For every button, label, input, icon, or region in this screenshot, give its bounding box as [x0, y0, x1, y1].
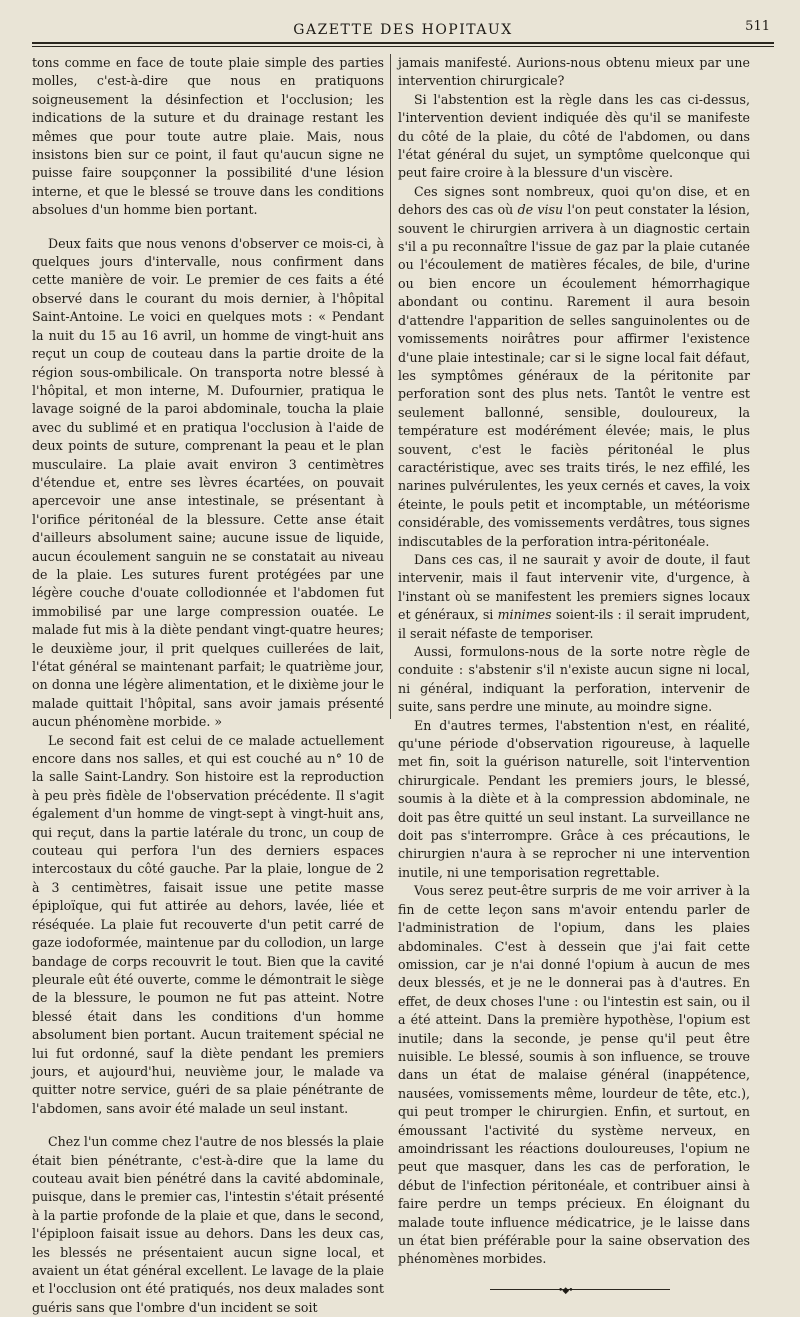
header-rule-thin [32, 46, 774, 47]
paragraph: Aussi, formulons-nous de la sorte notre règle de conduite : s'abstenir s'il n'existe aucun signe ni local, ni général, indiquant la perforation, intervenir de suite, sans perdre une minute, au moindre signe. [398, 644, 750, 715]
end-of-article-rule [398, 1275, 750, 1303]
page-number: 511 [745, 19, 770, 34]
paragraph: Vous serez peut-être surpris de me voir arriver à la fin de cette leçon sans m'avoir entendu parler de l'administration de l'opium, dans les plaies abdominales. C'est à dessein que j'ai fait cette omission, car je n'ai donné l'opium à aucun de mes deux blessés, et je ne le donnerai pas à d'autres. En effet, de deux choses l'une : ou l'intestin est sain, ou il a été atteint. Dans la première hypothèse, l'opium est inutile; dans la seconde, je pense qu'il peut être nuisible. Le blessé, soumis à son influence, se trouve dans un état de malaise général (inappétence, nausées, vomissements même, lourdeur de tête, etc.), qui peut tromper le chirurgien. Enfin, et surtout, en émoussant l'activité du système nerveux, en amoindrissant les réactions douloureuses, l'opium ne peut que masquer, dans les cas de perforation, le début de l'infection péritonéale, et contribuer ainsi à faire perdre un temps précieux. En éloignant du malade toute influence médicatrice, je le laisse dans un état bien préférable pour la saine observation des phénomènes morbides. [398, 883, 750, 1267]
end-rule-line [490, 1289, 670, 1290]
paragraph: jamais manifesté. Aurions-nous obtenu mieux par une intervention chirurgicale? [398, 55, 750, 89]
article-columns [32, 54, 774, 1315]
paragraph: Deux faits que nous venons d'observer ce mois-ci, à quelques jours d'intervalle, nous confirment dans cette manière de voir. Le premier de ces faits a été observé dans le courant du mois dernier, à l'hôpital Saint-Antoine. Le voici en quelques mots : « Pendant la nuit du 15 au 16 avril, un homme de vingt-huit ans reçut un coup de couteau dans la partie droite de la région sous-ombilicale. On transporta notre blessé à l'hôpital, et mon interne, M. Dufournier, pratiqua le lavage soigné de la paroi abdominale, toucha la plaie avec du sublimé et en pratiqua l'occlusion à l'aide de deux points de suture, comprenant la peau et le plan musculaire. La plaie avait environ 3 centimètres d'étendue et, entre ses lèvres écartées, on pouvait apercevoir une anse intestinale, se présentant à l'orifice péritonéal de la blessure. Cette anse était d'ailleurs absolument saine; aucune issue de liquide, aucun écoulement sanguin ne se constatait au niveau de la plaie. Les sutures furent protégées par une légère couche d'ouate collodionnée et l'abdomen fut immobilisé par une large compression ouatée. Le malade fut mis à la diète pendant vingt-quatre heures; le deuxième jour, il prit quelques cuillerées de lait, l'état général se maintenant parfait; le quatrième jour, on donna une légère alimentation, et le dixième jour le malade quittait l'hôpital, sans avoir jamais présenté aucun phénomène morbide. » [32, 235, 384, 730]
paragraph: Si l'abstention est la règle dans les cas ci-dessus, l'intervention devient indiquée dès qu'il se manifeste du côté de la plaie, du côté de l'abdomen, ou dans l'état général du sujet, un symptôme quelconque qui peut faire croire à la blessure d'un viscère. [398, 91, 750, 181]
right-column [398, 54, 751, 1296]
paragraph: Dans ces cas, il ne saurait y avoir de doute, il faut intervenir, mais il faut intervenir vite, d'urgence, à l'instant où se manifestent les premiers signes locaux et généraux, si minimes soient-ils : il serait imprudent, il serait néfaste de temporiser. [398, 551, 750, 641]
header-rule-thick [32, 42, 774, 44]
column-divider [390, 54, 391, 719]
end-ornament: •◆• [558, 1285, 573, 1296]
publication-title: GAZETTE DES HOPITAUX [293, 22, 513, 38]
left-column [32, 54, 384, 1315]
paragraph: Le second fait est celui de ce malade actuellement encore dans nos salles, et qui est couché au n° 10 de la salle Saint-Landry. Son histoire est la reproduction à peu près fidèle de l'observation précédente. Il s'agit également d'un homme de vingt-sept à vingt-huit ans, qui reçut, dans la partie latérale du tronc, un coup de couteau qui perfora l'un des derniers espaces intercostaux du côté gauche. Par la plaie, longue de 2 à 3 centimètres, faisait issue une petite masse épiploïque, qui fut attirée au dehors, lavée, liée et réséquée. La plaie fut recouverte d'un petit carré de gaze iodoformée, maintenue par du collodion, un large bandage de corps recouvrit le tout. Bien que la cavité pleurale eût été ouverte, comme le démontrait le siège de la blessure, le poumon ne fut pas atteint. Notre blessé était dans les conditions d'un homme absolument bien portant. Aucun traitement spécial ne lui fut ordonné, sauf la diète pendant les premiers jours, et aujourd'hui, neuvième jour, le malade va quitter notre service, guéri de sa plaie pénétrante de l'abdomen, sans avoir été malade un seul instant. [32, 732, 384, 1116]
paragraph: tons comme en face de toute plaie simple des parties molles, c'est-à-dire que nous en pratiquons soigneusement la désinfection et l'occlusion; les indications de la suture et du drainage restant les mêmes que pour toute autre plaie. Mais, nous insistons bien sur ce point, il faut qu'aucun signe ne puisse faire soupçonner la possibilité d'une lésion interne, et que le blessé se trouve dans les conditions absolues d'un homme bien portant. [32, 55, 384, 218]
paragraph: En d'autres termes, l'abstention n'est, en réalité, qu'une période d'observation rigoureuse, à laquelle met fin, soit la guérison naturelle, soit l'intervention chirurgicale. Pendant les premiers jours, le blessé, soumis à la diète et à la compression abdominale, ne doit pas être quitté un seul instant. La surveillance ne doit pas s'interrompre. Grâce à ces précautions, le chirurgien n'aura à se reprocher ni une intervention inutile, ni une temporisation regrettable. [398, 717, 750, 880]
page-header [32, 0, 774, 50]
paragraph: Chez l'un comme chez l'autre de nos blessés la plaie était bien pénétrante, c'est-à-dire que la lame du couteau avait bien pénétré dans la cavité abdominale, puisque, dans le premier cas, l'intestin s'était présenté à la partie profonde de la plaie et que, dans le second, l'épiploon faisait issue au dehors. Dans les deux cas, les blessés ne présentaient aucun signe local, et avaient un état général excellent. Le lavage de la plaie et l'occlusion ont été pratiqués, nos deux malades sont guéris sans que l'ombre d'un incident se soit [32, 1134, 384, 1315]
paragraph: Ces signes sont nombreux, quoi qu'on dise, et en dehors des cas où de visu l'on peut constater la lésion, souvent le chirurgien arrivera à un diagnostic certain s'il a pu reconnaître l'issue de gaz par la plaie cutanée ou l'écoulement de matières fécales, de bile, d'urine ou bien encore un écoulement hémorrhagique abondant ou continu. Rarement il aura besoin d'attendre l'apparition de selles sanguinolentes ou de vomissements noirâtres pour affirmer l'existence d'une plaie intestinale; car si le signe local fait défaut, les symptômes généraux de la péritonite par perforation sont des plus nets. Tantôt le ventre est seulement ballonné, sensible, douloureux, la température est modérément élevée; mais, le plus souvent, c'est le faciès péritonéal le plus caractéristique, avec ses traits tirés, le nez effilé, les narines pulvérulentes, les yeux cernés et caves, la voix éteinte, le pouls petit et incomptable, un météorisme considérable, des vomissements verdâtres, tous signes indiscutables de la perforation intra-péritonéale. [398, 183, 751, 549]
